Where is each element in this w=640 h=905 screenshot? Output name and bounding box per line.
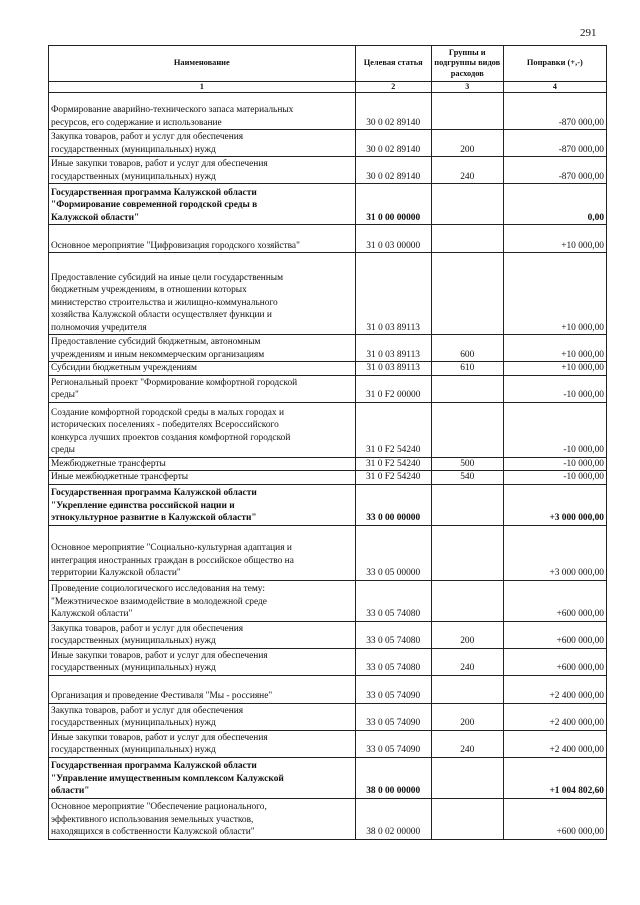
item-name-line: конкурса лучших проектов создания комфортной городской (51, 432, 291, 443)
target-code: 31 0 F2 00000 (355, 375, 431, 402)
column-number: 4 (503, 82, 606, 93)
expense-group (431, 484, 503, 525)
expense-group: 200 (431, 703, 503, 730)
item-name (49, 471, 356, 485)
amendment-amount: +10 000,00 (503, 362, 606, 376)
amendment-amount: +2 400 000,00 (503, 703, 606, 730)
expense-group (431, 757, 503, 798)
item-name-line: хозяйства Калужской области осуществляет функции и (51, 310, 272, 320)
target-code: 31 0 F2 54240 (355, 457, 431, 471)
target-code: 31 0 03 89113 (355, 253, 431, 335)
amendment-amount: +10 000,00 (503, 335, 606, 362)
item-name (49, 335, 356, 362)
item-name-line: государственных (муниципальных) нужд (51, 636, 216, 646)
item-name-line: области" (51, 786, 90, 796)
amendment-amount: +10 000,00 (503, 253, 606, 335)
target-code: 31 0 03 89113 (355, 362, 431, 376)
item-name-line: государственных (муниципальных) нужд (51, 144, 216, 155)
table-row (49, 798, 607, 839)
item-name-line: Предоставление субсидий на иные цели государственным (51, 272, 284, 283)
table-row (49, 375, 607, 402)
item-name-line: Государственная программа Калужской области (51, 187, 257, 198)
column-number-row (49, 82, 607, 93)
item-name (49, 225, 356, 253)
expense-group: 240 (431, 648, 503, 675)
item-name-line: исторических поселениях - победителях Всероссийского (51, 420, 279, 430)
item-name (49, 648, 356, 675)
budget-amendments-table (48, 45, 607, 840)
expense-group: 200 (431, 621, 503, 648)
target-code: 33 0 05 74080 (355, 621, 431, 648)
item-name (49, 93, 356, 130)
item-name (49, 484, 356, 525)
expense-group (431, 93, 503, 130)
expense-group: 240 (431, 730, 503, 757)
item-name-line: Калужской области" (51, 609, 133, 619)
program-row (49, 184, 607, 225)
item-name-line: "Управление имущественным комплексом Калужской (51, 773, 284, 784)
table-row (49, 157, 607, 184)
item-name-line: государственных (муниципальных) нужд (51, 718, 216, 728)
item-name-line: Региональный проект "Формирование комфортной городской (51, 377, 298, 388)
item-name-line: территории Калужской области" (51, 568, 181, 578)
item-name-line: Организация и проведение Фестиваля "Мы - россияне" (51, 691, 273, 701)
target-code: 33 0 05 74090 (355, 730, 431, 757)
item-name-line: Основное мероприятие "Обеспечение рационального, (51, 802, 267, 812)
item-name-line: "Межэтническое взаимодействие в молодежной среде (51, 596, 267, 607)
table-row (49, 93, 607, 130)
table-row (49, 457, 607, 471)
expense-group (431, 184, 503, 225)
table-row (49, 362, 607, 376)
item-name-line: этнокультурное развитие в Калужской области" (51, 513, 257, 523)
amendment-amount: -10 000,00 (503, 375, 606, 402)
table-row (49, 730, 607, 757)
item-name-line: Межбюджетные трансферты (51, 458, 166, 469)
column-number: 1 (49, 82, 356, 93)
item-name-line: Иные закупки товаров, работ и услуг для обеспечения (51, 159, 268, 169)
item-name-line: ресурсов, его содержание и использование (51, 117, 222, 128)
item-name-line: Государственная программа Калужской области (51, 761, 257, 771)
expense-group (431, 675, 503, 703)
table-row (49, 648, 607, 675)
expense-group: 240 (431, 157, 503, 184)
item-name (49, 253, 356, 335)
expense-group (431, 375, 503, 402)
item-name-line: эффективного использования земельных участков, (51, 814, 254, 825)
target-code: 31 0 03 89113 (355, 335, 431, 362)
amendment-amount: -10 000,00 (503, 402, 606, 457)
table-row (49, 130, 607, 157)
target-code: 33 0 05 00000 (355, 525, 431, 580)
target-code: 33 0 05 74090 (355, 675, 431, 703)
table-row (49, 402, 607, 457)
amendment-amount: +2 400 000,00 (503, 675, 606, 703)
item-name (49, 730, 356, 757)
item-name (49, 621, 356, 648)
expense-group (431, 225, 503, 253)
target-code: 38 0 00 00000 (355, 757, 431, 798)
amendment-amount: +600 000,00 (503, 648, 606, 675)
target-code: 31 0 03 00000 (355, 225, 431, 253)
table-row (49, 703, 607, 730)
expense-group (431, 798, 503, 839)
expense-group: 610 (431, 362, 503, 376)
table-row (49, 525, 607, 580)
item-name (49, 757, 356, 798)
table-row (49, 471, 607, 485)
target-code: 30 0 02 89140 (355, 130, 431, 157)
item-name-line: среды" (51, 390, 79, 400)
item-name-line: Основное мероприятие "Цифровизация городского хозяйства" (51, 240, 300, 251)
item-name (49, 375, 356, 402)
expense-group (431, 253, 503, 335)
program-row (49, 484, 607, 525)
item-name (49, 703, 356, 730)
program-row (49, 757, 607, 798)
amendment-amount: -870 000,00 (503, 93, 606, 130)
item-name-line: Формирование аварийно-технического запаса материальных (51, 105, 294, 115)
expense-group (431, 525, 503, 580)
item-name-line: Калужской области" (51, 212, 140, 223)
amendment-amount: +600 000,00 (503, 621, 606, 648)
header-row (49, 46, 607, 82)
header-amendments: Поправки (+,-) (503, 46, 606, 82)
amendment-amount: -10 000,00 (503, 471, 606, 485)
item-name-line: находящихся в собственности Калужской области" (51, 827, 255, 837)
header-group: Группы и подгруппы видов расходов (431, 46, 503, 82)
item-name (49, 675, 356, 703)
item-name-line: Иные закупки товаров, работ и услуг для обеспечения (51, 732, 268, 743)
item-name-line: Предоставление субсидий бюджетным, автономным (51, 337, 261, 347)
target-code: 33 0 05 74080 (355, 648, 431, 675)
expense-group: 600 (431, 335, 503, 362)
item-name-line: полномочия учредителя (51, 322, 147, 333)
amendment-amount: +2 400 000,00 (503, 730, 606, 757)
table-row (49, 335, 607, 362)
item-name (49, 457, 356, 471)
item-name-line: Закупка товаров, работ и услуг для обеспечения (51, 705, 244, 716)
item-name-line: Закупка товаров, работ и услуг для обеспечения (51, 132, 244, 142)
page-number: 291 (580, 27, 597, 39)
target-code: 31 0 00 00000 (355, 184, 431, 225)
item-name-line: интеграция иностранных граждан в российское общество на (51, 555, 294, 566)
expense-group (431, 402, 503, 457)
item-name-line: государственных (муниципальных) нужд (51, 171, 216, 182)
item-name (49, 157, 356, 184)
item-name (49, 798, 356, 839)
expense-group (431, 580, 503, 621)
item-name-line: Государственная программа Калужской области (51, 488, 257, 498)
target-code: 30 0 02 89140 (355, 93, 431, 130)
target-code: 33 0 00 00000 (355, 484, 431, 525)
item-name (49, 580, 356, 621)
item-name (49, 130, 356, 157)
item-name-line: государственных (муниципальных) нужд (51, 663, 216, 673)
amendment-amount: 0,00 (503, 184, 606, 225)
amendment-amount: +3 000 000,00 (503, 484, 606, 525)
amendment-amount: +1 004 802,60 (503, 757, 606, 798)
item-name-line: Закупка товаров, работ и услуг для обеспечения (51, 623, 244, 634)
header-target: Целевая статья (355, 46, 431, 82)
item-name-line: Иные закупки товаров, работ и услуг для обеспечения (51, 650, 268, 661)
item-name-line: Иные межбюджетные трансферты (51, 472, 189, 482)
target-code: 31 0 F2 54240 (355, 471, 431, 485)
table-row (49, 225, 607, 253)
amendment-amount: -870 000,00 (503, 130, 606, 157)
table-row (49, 675, 607, 703)
item-name-line: Проведение социологического исследования на тему: (51, 584, 265, 594)
target-code: 38 0 02 00000 (355, 798, 431, 839)
item-name (49, 525, 356, 580)
item-name-line: Создание комфортной городской среды в малых городах и (51, 407, 284, 418)
column-number: 3 (431, 82, 503, 93)
item-name-line: "Формирование современной городской среды в (51, 200, 258, 210)
table-row (49, 621, 607, 648)
item-name-line: среды (51, 445, 75, 455)
item-name-line: учреждениям и иным некоммерческим организациям (51, 349, 265, 360)
amendment-amount: +10 000,00 (503, 225, 606, 253)
item-name-line: министерство строительства и жилищно-коммунального (51, 297, 278, 308)
amendment-amount: -870 000,00 (503, 157, 606, 184)
item-name-line: Субсидии бюджетным учреждениям (51, 363, 197, 373)
item-name-line: государственных (муниципальных) нужд (51, 745, 216, 755)
amendment-amount: +600 000,00 (503, 580, 606, 621)
column-number: 2 (355, 82, 431, 93)
header-name: Наименование (49, 46, 356, 82)
table-row (49, 253, 607, 335)
expense-group: 540 (431, 471, 503, 485)
expense-group: 500 (431, 457, 503, 471)
target-code: 33 0 05 74090 (355, 703, 431, 730)
target-code: 33 0 05 74080 (355, 580, 431, 621)
item-name-line: Основное мероприятие "Социально-культурная адаптация и (51, 543, 292, 553)
amendment-amount: +3 000 000,00 (503, 525, 606, 580)
item-name (49, 184, 356, 225)
expense-group: 200 (431, 130, 503, 157)
item-name (49, 362, 356, 376)
target-code: 31 0 F2 54240 (355, 402, 431, 457)
item-name-line: бюджетным учреждениям, в отношении которых (51, 285, 247, 295)
target-code: 30 0 02 89140 (355, 157, 431, 184)
amendment-amount: +600 000,00 (503, 798, 606, 839)
item-name-line: "Укрепление единства российской нации и (51, 500, 235, 511)
item-name (49, 402, 356, 457)
table-row (49, 580, 607, 621)
amendment-amount: -10 000,00 (503, 457, 606, 471)
